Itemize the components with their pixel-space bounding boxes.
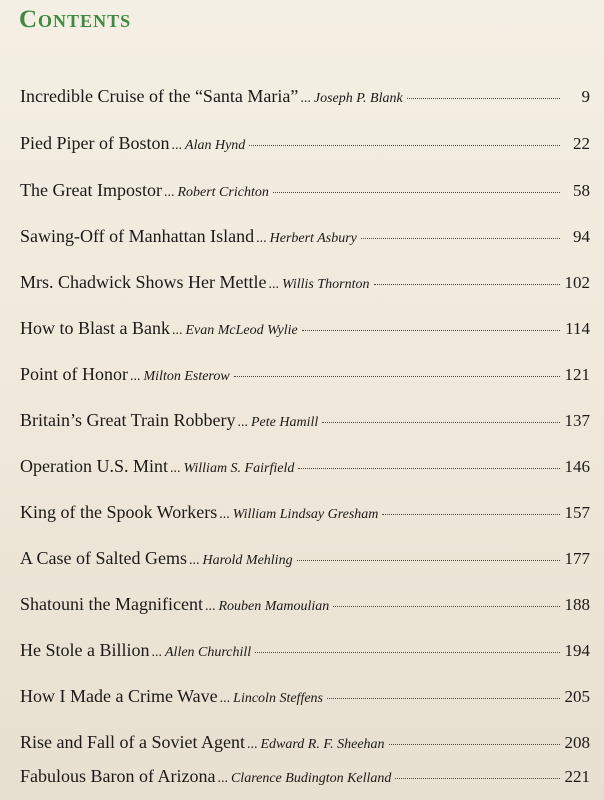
toc-entry	[20, 318, 590, 339]
title-author-separator: ...	[188, 553, 200, 568]
toc-entry	[20, 640, 590, 661]
author-name: Willis Thornton	[281, 277, 370, 292]
toc-entry	[20, 410, 590, 431]
dot-leader	[361, 238, 560, 239]
title-author-separator: ...	[172, 323, 183, 338]
story-title: He Stole a Billion	[20, 640, 150, 660]
toc-entry	[20, 364, 590, 385]
author-name: Harold Mehling	[202, 553, 293, 568]
author-name: Pete Hamill	[250, 415, 319, 430]
title-author-separator: ...	[171, 138, 183, 153]
toc-entry	[20, 226, 590, 247]
title-author-separator: ...	[219, 507, 230, 522]
title-author-separator: ...	[237, 415, 248, 430]
title-author-separator: ...	[246, 737, 258, 752]
title-author-separator: ...	[219, 691, 231, 706]
toc-entry	[20, 548, 590, 569]
story-title: How to Blast a Bank	[20, 318, 170, 338]
toc-entry	[20, 272, 590, 293]
author-name: William S. Fairfield	[183, 461, 295, 476]
page-number: 22	[573, 134, 590, 153]
author-name: Herbert Asbury	[269, 231, 357, 246]
story-title: The Great Impostor	[20, 180, 162, 200]
dot-leader	[255, 652, 560, 653]
page-number: 58	[573, 181, 590, 200]
dot-leader	[322, 422, 560, 423]
author-name: Allen Churchill	[165, 645, 252, 660]
title-author-separator: ...	[130, 369, 141, 384]
story-title: Fabulous Baron of Arizona	[20, 766, 216, 786]
page-number: 157	[564, 503, 590, 522]
story-title: Sawing-Off of Manhattan Island	[20, 226, 255, 246]
author-name: Lincoln Steffens	[233, 691, 323, 706]
page-number: 102	[564, 273, 590, 292]
story-title: Pied Piper of Boston	[20, 133, 170, 153]
page-title: Contents	[19, 6, 132, 33]
title-author-separator: ...	[217, 771, 228, 786]
page-number: 221	[564, 767, 590, 786]
page-number: 9	[581, 87, 590, 106]
dot-leader	[249, 145, 560, 146]
toc-entry	[20, 502, 590, 523]
title-author-separator: ...	[170, 461, 181, 476]
author-name: Edward R. F. Sheehan	[260, 737, 385, 752]
dot-leader	[389, 744, 560, 745]
toc-entry	[20, 686, 590, 707]
author-name: Milton Esterow	[143, 369, 230, 384]
dot-leader	[297, 560, 560, 561]
toc-entry	[20, 456, 590, 477]
author-name: William Lindsay Gresham	[232, 507, 379, 522]
story-title: Operation U.S. Mint	[20, 456, 168, 476]
title-author-separator: ...	[204, 599, 216, 614]
story-title: A Case of Salted Gems	[20, 548, 187, 568]
page-number: 121	[564, 365, 590, 384]
story-title: Point of Honor	[20, 364, 128, 384]
page-number: 188	[564, 595, 590, 614]
dot-leader	[234, 376, 560, 377]
story-title: Rise and Fall of a Soviet Agent	[20, 732, 245, 752]
page-number: 114	[565, 319, 590, 338]
dot-leader	[327, 698, 560, 699]
dot-leader	[374, 284, 560, 285]
author-name: Joseph P. Blank	[313, 91, 403, 106]
title-author-separator: ...	[151, 645, 162, 660]
toc-entry	[20, 594, 590, 615]
title-author-separator: ...	[163, 185, 175, 200]
dot-leader	[302, 330, 560, 331]
dot-leader	[333, 606, 560, 607]
title-author-separator: ...	[300, 91, 311, 106]
page-number: 205	[564, 687, 590, 706]
dot-leader	[298, 468, 560, 469]
page-number: 177	[564, 549, 590, 568]
page-number: 146	[564, 457, 590, 476]
dot-leader	[395, 778, 560, 779]
author-name: Clarence Budington Kelland	[230, 771, 392, 786]
story-title: Mrs. Chadwick Shows Her Mettle	[20, 272, 267, 292]
title-author-separator: ...	[256, 231, 267, 246]
dot-leader	[407, 98, 560, 99]
dot-leader	[273, 192, 560, 193]
author-name: Alan Hynd	[185, 138, 246, 153]
page-number: 94	[573, 227, 590, 246]
story-title: Shatouni the Magnificent	[20, 594, 203, 614]
story-title: Incredible Cruise of the “Santa Maria”	[20, 86, 299, 106]
toc-entry	[20, 766, 590, 787]
story-title: How I Made a Crime Wave	[20, 686, 218, 706]
toc-entry	[20, 86, 590, 107]
author-name: Rouben Mamoulian	[218, 599, 330, 614]
author-name: Evan McLeod Wylie	[185, 323, 298, 338]
toc-entry	[20, 133, 590, 154]
page-number: 137	[564, 411, 590, 430]
story-title: Britain’s Great Train Robbery	[20, 410, 236, 430]
story-title: King of the Spook Workers	[20, 502, 218, 522]
author-name: Robert Crichton	[177, 185, 269, 200]
title-author-separator: ...	[268, 277, 279, 292]
toc-entry	[20, 180, 590, 201]
dot-leader	[382, 514, 560, 515]
toc-entry	[20, 732, 590, 753]
page-number: 208	[564, 733, 590, 752]
page-number: 194	[564, 641, 590, 660]
